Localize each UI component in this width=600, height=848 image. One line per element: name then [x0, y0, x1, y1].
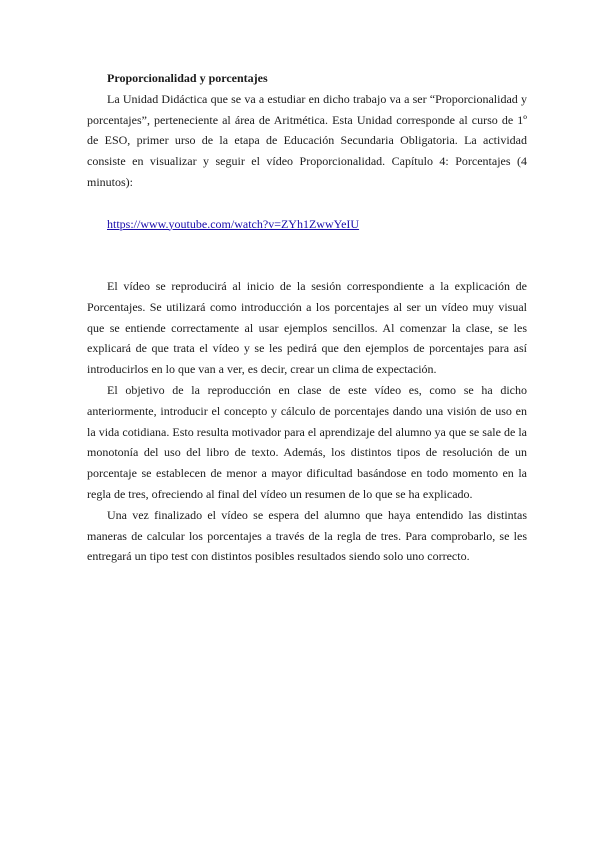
paragraph-evaluation: Una vez finalizado el vídeo se espera del alumno que haya entendido las distintas maneras de calcular los porcentajes a través de la regla de tres. Para comprobarlo, se les entregará un tipo test con distintos posibles resultados siendo solo uno correcto.: [87, 507, 527, 564]
document-body: [87, 68, 527, 567]
section-heading: Proporcionalidad y porcentajes: [107, 71, 268, 85]
blank-line: [87, 234, 527, 255]
blank-line: [87, 193, 527, 214]
paragraph-objective: El objetivo de la reproducción en clase de este vídeo es, como se ha dicho anteriormente, introducir el concepto y cálculo de porcentajes dando una visión de uso en la vida cotidiana. Esto resulta motivador para el aprendizaje del alumno ya que se sale de la monotonía del uso del libro de texto. Además, los distintos tipos de resolución de un porcentaje se establecen de menor a mayor dificultad basándose en todo momento en la regla de tres, ofreciendo al final del vídeo un resumen de lo que se ha explicado.: [87, 382, 527, 501]
blank-line: [87, 255, 527, 276]
youtube-video-link[interactable]: https://www.youtube.com/watch?v=ZYh1ZwwYeIU: [107, 216, 360, 231]
video-link-line: [87, 214, 527, 235]
paragraph-intro: La Unidad Didáctica que se va a estudiar en dicho trabajo va a ser “Proporcionalidad y porcentajes”, perteneciente al área de Aritmética. Esta Unidad corresponde al curso de 1º de ESO, primer urso de la etapa de Educación Secundaria Obligatoria. La actividad consiste en visualizar y seguir el vídeo Proporcionalidad. Capítulo 4: Porcentajes (4 minutos):: [87, 91, 527, 189]
paragraph-video-use: El vídeo se reproducirá al inicio de la sesión correspondiente a la explicación de Porcentajes. Se utilizará como introducción a los porcentajes al ser un vídeo muy visual que se entiende correctamente al usar ejemplos sencillos. Al comenzar la clase, se les explicará de que trata el vídeo y se les pedirá que den ejemplos de porcentajes para así introducirlos en lo que van a ver, es decir, crear un clima de expectación.: [87, 278, 527, 377]
